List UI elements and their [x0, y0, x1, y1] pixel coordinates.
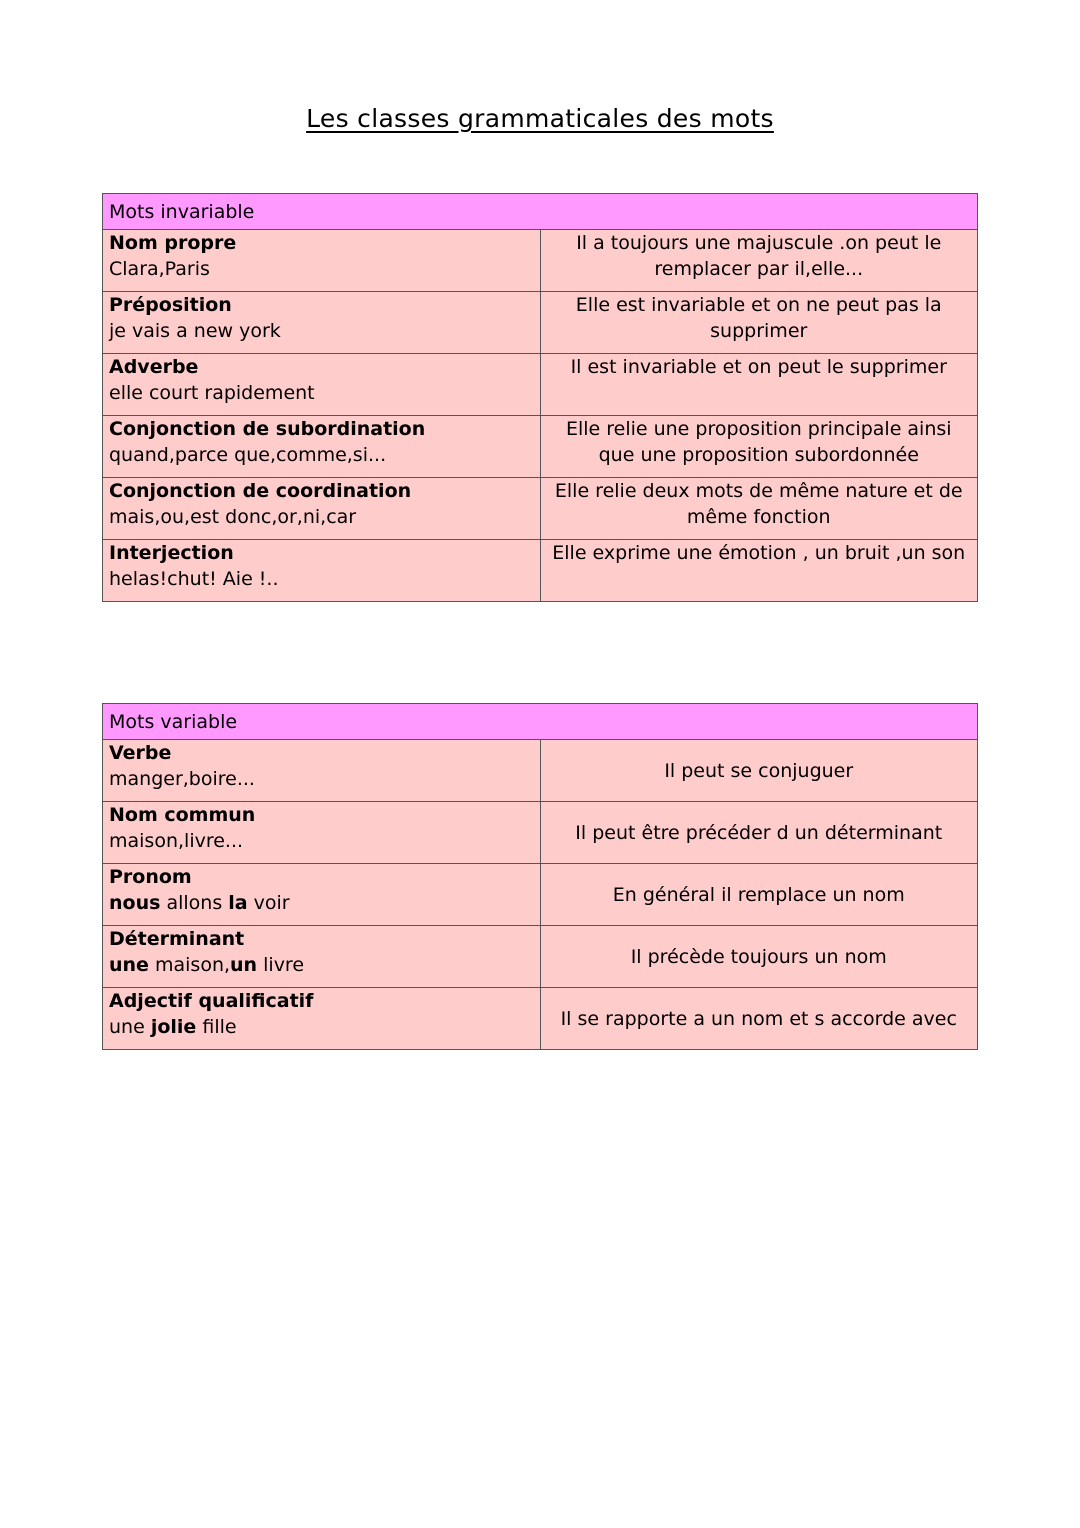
term-example: quand,parce que,comme,si...	[109, 444, 387, 466]
table-row	[103, 988, 978, 1050]
table-row	[103, 416, 978, 478]
term-example: Clara,Paris	[109, 258, 210, 280]
term-name: Verbe	[109, 742, 172, 764]
term-cell	[103, 416, 541, 478]
table-row	[103, 864, 978, 926]
definition-cell: Il a toujours une majuscule .on peut le remplacer par il,elle...	[540, 230, 978, 292]
term-cell	[103, 802, 541, 864]
table-row	[103, 740, 978, 802]
term-name: Conjonction de coordination	[109, 480, 412, 502]
term-cell	[103, 354, 541, 416]
table-row	[103, 926, 978, 988]
example-text: fille	[196, 1016, 237, 1038]
term-cell	[103, 740, 541, 802]
example-highlight: une	[109, 954, 149, 976]
invariable-words-table	[102, 193, 978, 602]
example-highlight: un	[230, 954, 258, 976]
term-cell	[103, 540, 541, 602]
term-example	[109, 1014, 534, 1040]
term-name: Préposition	[109, 294, 232, 316]
term-example: mais,ou,est donc,or,ni,car	[109, 506, 357, 528]
term-name: Conjonction de subordination	[109, 418, 426, 440]
example-text: livre	[257, 954, 305, 976]
definition-cell: Elle relie deux mots de même nature et de même fonction	[540, 478, 978, 540]
definition-cell: Il peut être précéder d un déterminant	[540, 802, 978, 864]
example-highlight: la	[228, 892, 248, 914]
term-cell	[103, 292, 541, 354]
example-text: allons	[160, 892, 229, 914]
table-row	[103, 802, 978, 864]
term-name: Déterminant	[109, 928, 245, 950]
definition-cell: Il est invariable et on peut le supprimer	[540, 354, 978, 416]
term-example: manger,boire...	[109, 768, 255, 790]
term-example: je vais a new york	[109, 320, 281, 342]
table-header-row	[103, 194, 978, 230]
table-row	[103, 292, 978, 354]
table-row	[103, 478, 978, 540]
term-name: Interjection	[109, 542, 234, 564]
definition-cell: En général il remplace un nom	[540, 864, 978, 926]
table-header: Mots invariable	[103, 194, 978, 230]
page-title: Les classes grammaticales des mots	[306, 104, 774, 133]
table-header: Mots variable	[103, 704, 978, 740]
term-example	[109, 952, 534, 978]
example-highlight: nous	[109, 892, 161, 914]
term-example: maison,livre...	[109, 830, 244, 852]
term-example	[109, 890, 534, 916]
definition-cell: Elle exprime une émotion , un bruit ,un son	[540, 540, 978, 602]
variable-words-table	[102, 703, 978, 1050]
definition-cell: Il se rapporte a un nom et s accorde avec	[540, 988, 978, 1050]
table-row	[103, 540, 978, 602]
example-text: une	[109, 1016, 151, 1038]
definition-cell: Elle est invariable et on ne peut pas la supprimer	[540, 292, 978, 354]
table-row	[103, 230, 978, 292]
example-text: voir	[247, 892, 290, 914]
term-cell	[103, 478, 541, 540]
term-name: Pronom	[109, 866, 192, 888]
term-name: Nom propre	[109, 232, 237, 254]
example-highlight: jolie	[150, 1016, 197, 1038]
term-example: helas!chut! Aie !..	[109, 568, 279, 590]
definition-cell: Il précède toujours un nom	[540, 926, 978, 988]
example-text: maison,	[148, 954, 231, 976]
term-name: Nom commun	[109, 804, 256, 826]
term-name: Adjectif qualificatif	[109, 990, 314, 1012]
term-example: elle court rapidement	[109, 382, 315, 404]
definition-cell: Il peut se conjuguer	[540, 740, 978, 802]
table-row	[103, 354, 978, 416]
term-cell	[103, 230, 541, 292]
term-cell	[103, 926, 541, 988]
term-cell	[103, 988, 541, 1050]
definition-cell: Elle relie une proposition principale ainsi que une proposition subordonnée	[540, 416, 978, 478]
term-cell	[103, 864, 541, 926]
term-name: Adverbe	[109, 356, 199, 378]
table-header-row	[103, 704, 978, 740]
